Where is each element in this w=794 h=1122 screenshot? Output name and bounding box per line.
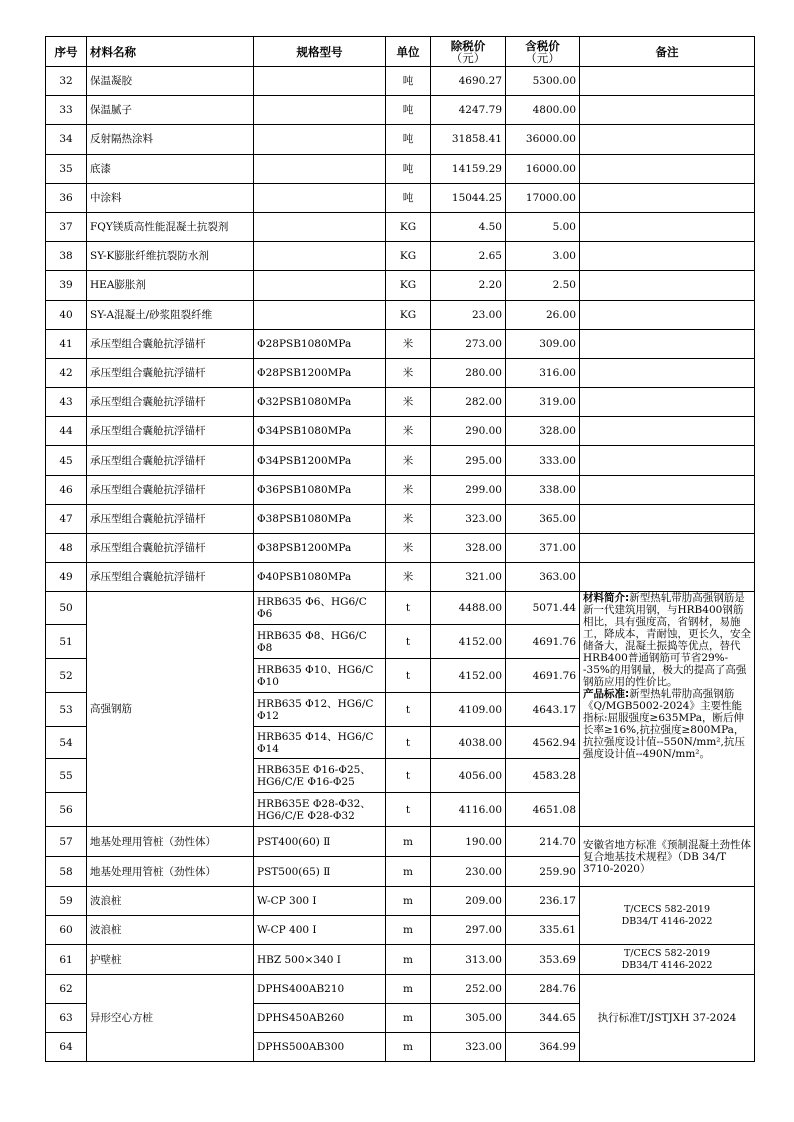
price-ex-tax: 2.65	[431, 242, 506, 271]
price-inc-tax: 328.00	[506, 417, 580, 446]
unit: 吨	[386, 154, 431, 183]
spec-model: DPHS450AB260	[254, 1004, 386, 1033]
header-unit: 单位	[386, 37, 431, 67]
remark	[580, 67, 755, 96]
remark	[580, 446, 755, 475]
price-ex-tax: 4152.00	[431, 625, 506, 659]
row-number: 43	[46, 388, 87, 417]
price-inc-tax: 353.69	[506, 945, 580, 975]
row-number: 44	[46, 417, 87, 446]
unit: 米	[386, 563, 431, 592]
remark	[580, 96, 755, 125]
price-inc-tax: 5071.44	[506, 592, 580, 625]
material-name: 承压型组合囊舱抗浮锚杆	[87, 563, 254, 592]
remark	[580, 125, 755, 154]
price-inc-tax: 259.90	[506, 857, 580, 887]
price-ex-tax: 2.20	[431, 271, 506, 300]
material-name: 承压型组合囊舱抗浮锚杆	[87, 329, 254, 358]
price-ex-tax: 4690.27	[431, 67, 506, 96]
price-inc-tax: 236.17	[506, 887, 580, 916]
spec-model: HRB635 Φ14、HG6/C Φ14	[254, 727, 386, 759]
unit: KG	[386, 300, 431, 329]
unit: 米	[386, 504, 431, 533]
price-inc-tax: 333.00	[506, 446, 580, 475]
remark	[580, 300, 755, 329]
price-inc-tax: 4651.08	[506, 793, 580, 827]
price-ex-tax: 14159.29	[431, 154, 506, 183]
standard-line: DB34/T 4146-2022	[621, 959, 713, 971]
price-ex-tax: 230.00	[431, 857, 506, 887]
row-number: 51	[46, 625, 87, 659]
header-remark: 备注	[580, 37, 755, 67]
spec-model	[254, 96, 386, 125]
unit: 吨	[386, 125, 431, 154]
remark	[580, 358, 755, 387]
table-row	[46, 446, 755, 475]
row-number: 40	[46, 300, 87, 329]
material-name: 承压型组合囊舱抗浮锚杆	[87, 417, 254, 446]
unit: t	[386, 727, 431, 759]
price-ex-tax: 4116.00	[431, 793, 506, 827]
price-ex-tax: 4.50	[431, 212, 506, 241]
row-number: 60	[46, 916, 87, 945]
spec-model	[254, 67, 386, 96]
row-number: 63	[46, 1004, 87, 1033]
price-inc-tax: 4800.00	[506, 96, 580, 125]
remark: 安徽省地方标准《预制混凝土劲性体复合地基技术规程》（DB 34/T 3710-2020）	[580, 827, 755, 887]
material-name: 地基处理用管桩（劲性体）	[87, 827, 254, 857]
price-ex-tax: 328.00	[431, 534, 506, 563]
material-name: 波浪桩	[87, 916, 254, 945]
standard-text: 新型热轧带肋高强钢筋《Q/MGB5002-2024》主要性能指标:屈服强度≥635MPa，断后伸长率≥16%,抗拉强度≥800MPa，抗拉强度设计值--550N/mm²,抗压强度设计值--490N/mm²。	[583, 688, 745, 761]
header-price-ex-tax: 除税价 （元）	[431, 37, 506, 67]
material-name: 保温凝胶	[87, 67, 254, 96]
price-ex-tax: 31858.41	[431, 125, 506, 154]
row-number: 41	[46, 329, 87, 358]
unit: KG	[386, 242, 431, 271]
row-number: 54	[46, 727, 87, 759]
unit: t	[386, 759, 431, 793]
price-ex-tax: 4056.00	[431, 759, 506, 793]
price-inc-tax: 316.00	[506, 358, 580, 387]
price-table	[45, 36, 755, 1062]
unit: 米	[386, 446, 431, 475]
standard-line: T/CECS 582-2019	[623, 947, 711, 959]
material-name: 底漆	[87, 154, 254, 183]
price-ex-tax: 273.00	[431, 329, 506, 358]
price-ex-tax: 280.00	[431, 358, 506, 387]
spec-model: HRB635E Φ16-Φ25、HG6/C/E Φ16-Φ25	[254, 759, 386, 793]
remark	[580, 563, 755, 592]
price-inc-tax: 4643.17	[506, 693, 580, 727]
remark	[580, 475, 755, 504]
price-ex-tax: 23.00	[431, 300, 506, 329]
spec-model: Φ36PSB1080MPa	[254, 475, 386, 504]
price-inc-tax: 17000.00	[506, 183, 580, 212]
price-inc-tax: 364.99	[506, 1033, 580, 1062]
table-row	[46, 125, 755, 154]
unit: t	[386, 592, 431, 625]
intro-text: 新型热轧带肋高强钢筋是新一代建筑用钢，与HRB400钢筋相比，具有强度高，省钢材，易施工，降成本，青耐蚀，更长久，安全储备大，混凝土振捣等优点，替代HRB400普通钢筋可节省29%--35%的用钢量，极大的提高了高强钢筋应用的性价比。	[583, 592, 751, 689]
spec-model: Φ28PSB1080MPa	[254, 329, 386, 358]
spec-model	[254, 300, 386, 329]
price-inc-tax: 4583.28	[506, 759, 580, 793]
unit: 米	[386, 534, 431, 563]
unit: m	[386, 887, 431, 916]
spec-model: W-CP 300 Ⅰ	[254, 887, 386, 916]
row-number: 57	[46, 827, 87, 857]
remark	[580, 212, 755, 241]
price-inc-tax: 4691.76	[506, 625, 580, 659]
intro-label: 材料简介:	[583, 592, 630, 605]
row-number: 49	[46, 563, 87, 592]
material-name: 中涂料	[87, 183, 254, 212]
unit: KG	[386, 212, 431, 241]
price-inc-tax: 26.00	[506, 300, 580, 329]
remark	[580, 417, 755, 446]
price-ex-tax: 190.00	[431, 827, 506, 857]
table-row	[46, 154, 755, 183]
unit: t	[386, 793, 431, 827]
remark	[580, 887, 755, 945]
price-inc-tax: 4691.76	[506, 659, 580, 693]
price-inc-tax: 371.00	[506, 534, 580, 563]
material-name: 护壁桩	[87, 945, 254, 975]
remark	[580, 504, 755, 533]
unit: m	[386, 916, 431, 945]
remark	[580, 945, 755, 975]
row-number: 47	[46, 504, 87, 533]
material-name: 保温腻子	[87, 96, 254, 125]
spec-model: Φ40PSB1080MPa	[254, 563, 386, 592]
row-number: 34	[46, 125, 87, 154]
unit: 米	[386, 475, 431, 504]
price-inc-tax: 214.70	[506, 827, 580, 857]
price-inc-tax: 4562.94	[506, 727, 580, 759]
row-number: 32	[46, 67, 87, 96]
price-ex-tax: 4109.00	[431, 693, 506, 727]
material-name: 承压型组合囊舱抗浮锚杆	[87, 388, 254, 417]
price-inc-tax: 5.00	[506, 212, 580, 241]
remark	[580, 271, 755, 300]
material-name: 波浪桩	[87, 887, 254, 916]
table-row	[46, 329, 755, 358]
material-name: 地基处理用管桩（劲性体）	[87, 857, 254, 887]
unit: 吨	[386, 96, 431, 125]
price-ex-tax: 282.00	[431, 388, 506, 417]
table-row	[46, 212, 755, 241]
spec-model	[254, 183, 386, 212]
remark	[580, 388, 755, 417]
spec-model	[254, 212, 386, 241]
table-row	[46, 417, 755, 446]
spec-model: HRB635 Φ12、HG6/C Φ12	[254, 693, 386, 727]
price-ex-tax: 305.00	[431, 1004, 506, 1033]
standard-line: T/CECS 582-2019	[623, 903, 711, 915]
material-name: 承压型组合囊舱抗浮锚杆	[87, 475, 254, 504]
unit: t	[386, 693, 431, 727]
row-number: 35	[46, 154, 87, 183]
price-inc-tax: 363.00	[506, 563, 580, 592]
price-inc-tax: 16000.00	[506, 154, 580, 183]
remark	[580, 183, 755, 212]
row-number: 37	[46, 212, 87, 241]
price-ex-tax: 297.00	[431, 916, 506, 945]
spec-model: DPHS500AB300	[254, 1033, 386, 1062]
price-inc-tax: 344.65	[506, 1004, 580, 1033]
header-name: 材料名称	[87, 37, 254, 67]
table-row	[46, 388, 755, 417]
spec-model: HRB635E Φ28-Φ32、HG6/C/E Φ28-Φ32	[254, 793, 386, 827]
spec-model: PST400(60) Ⅱ	[254, 827, 386, 857]
spec-model	[254, 125, 386, 154]
unit: 吨	[386, 67, 431, 96]
spec-model: Φ38PSB1200MPa	[254, 534, 386, 563]
unit: 米	[386, 417, 431, 446]
row-number: 42	[46, 358, 87, 387]
price-inc-tax: 2.50	[506, 271, 580, 300]
material-name: 反射隔热涂料	[87, 125, 254, 154]
table-row	[46, 563, 755, 592]
table-row	[46, 96, 755, 125]
unit: 吨	[386, 183, 431, 212]
spec-model: PST500(65) Ⅱ	[254, 857, 386, 887]
table-row	[46, 534, 755, 563]
material-name: 高强钢筋	[87, 592, 254, 827]
material-name: FQY镁质高性能混凝土抗裂剂	[87, 212, 254, 241]
price-ex-tax: 321.00	[431, 563, 506, 592]
price-inc-tax: 36000.00	[506, 125, 580, 154]
row-number: 48	[46, 534, 87, 563]
header-spec: 规格型号	[254, 37, 386, 67]
remark: 执行标准T/JSTJXH 37-2024	[580, 975, 755, 1062]
spec-model: Φ28PSB1200MPa	[254, 358, 386, 387]
unit: 米	[386, 329, 431, 358]
header-price-inc-tax: 含税价 （元）	[506, 37, 580, 67]
remark	[580, 534, 755, 563]
price-inc-tax: 5300.00	[506, 67, 580, 96]
rebar-notes	[580, 592, 755, 827]
row-number: 53	[46, 693, 87, 727]
table-row	[46, 827, 755, 857]
unit: 米	[386, 358, 431, 387]
table-row	[46, 887, 755, 916]
price-ex-tax: 209.00	[431, 887, 506, 916]
spec-model: DPHS400AB210	[254, 975, 386, 1004]
table-row	[46, 475, 755, 504]
table-row	[46, 358, 755, 387]
unit: 米	[386, 388, 431, 417]
price-ex-tax: 299.00	[431, 475, 506, 504]
table-row	[46, 67, 755, 96]
price-ex-tax: 252.00	[431, 975, 506, 1004]
table-body	[46, 67, 755, 1062]
remark	[580, 242, 755, 271]
material-name: SY-A混凝土/砂浆阻裂纤维	[87, 300, 254, 329]
price-inc-tax: 338.00	[506, 475, 580, 504]
spec-model: Φ34PSB1080MPa	[254, 417, 386, 446]
unit: t	[386, 659, 431, 693]
unit: t	[386, 625, 431, 659]
price-inc-tax: 3.00	[506, 242, 580, 271]
spec-model: Φ32PSB1080MPa	[254, 388, 386, 417]
table-row	[46, 271, 755, 300]
price-inc-tax: 335.61	[506, 916, 580, 945]
material-name: 异形空心方桩	[87, 975, 254, 1062]
spec-model: HRB635 Φ10、HG6/C Φ10	[254, 659, 386, 693]
price-ex-tax: 295.00	[431, 446, 506, 475]
spec-model: HRB635 Φ6、HG6/C Φ6	[254, 592, 386, 625]
spec-model	[254, 271, 386, 300]
row-number: 46	[46, 475, 87, 504]
remark	[580, 329, 755, 358]
material-name: HEA膨胀剂	[87, 271, 254, 300]
price-inc-tax: 319.00	[506, 388, 580, 417]
unit: KG	[386, 271, 431, 300]
material-name: 承压型组合囊舱抗浮锚杆	[87, 446, 254, 475]
price-ex-tax: 4488.00	[431, 592, 506, 625]
standard-line: DB34/T 4146-2022	[621, 915, 713, 927]
row-number: 59	[46, 887, 87, 916]
spec-model: HRB635 Φ8、HG6/C Φ8	[254, 625, 386, 659]
row-number: 64	[46, 1033, 87, 1062]
row-number: 55	[46, 759, 87, 793]
row-number: 62	[46, 975, 87, 1004]
row-number: 52	[46, 659, 87, 693]
header-row	[46, 37, 755, 67]
remark	[580, 154, 755, 183]
row-number: 39	[46, 271, 87, 300]
header-no: 序号	[46, 37, 87, 67]
spec-model: Φ38PSB1080MPa	[254, 504, 386, 533]
price-ex-tax: 4038.00	[431, 727, 506, 759]
material-name: SY-K膨胀纤维抗裂防水剂	[87, 242, 254, 271]
price-inc-tax: 284.76	[506, 975, 580, 1004]
price-ex-tax: 290.00	[431, 417, 506, 446]
spec-model	[254, 154, 386, 183]
unit: m	[386, 1004, 431, 1033]
spec-model: Φ34PSB1200MPa	[254, 446, 386, 475]
row-number: 58	[46, 857, 87, 887]
table-row	[46, 945, 755, 975]
table-row	[46, 592, 755, 625]
price-ex-tax: 323.00	[431, 504, 506, 533]
table-row	[46, 300, 755, 329]
row-number: 33	[46, 96, 87, 125]
row-number: 56	[46, 793, 87, 827]
standard-label: 产品标准:	[583, 688, 630, 701]
table-row	[46, 504, 755, 533]
table-row	[46, 975, 755, 1004]
material-name: 承压型组合囊舱抗浮锚杆	[87, 358, 254, 387]
price-inc-tax: 365.00	[506, 504, 580, 533]
price-inc-tax: 309.00	[506, 329, 580, 358]
material-name: 承压型组合囊舱抗浮锚杆	[87, 534, 254, 563]
price-ex-tax: 4152.00	[431, 659, 506, 693]
unit: m	[386, 975, 431, 1004]
table-row	[46, 242, 755, 271]
unit: m	[386, 827, 431, 857]
price-ex-tax: 15044.25	[431, 183, 506, 212]
row-number: 36	[46, 183, 87, 212]
row-number: 50	[46, 592, 87, 625]
table-row	[46, 183, 755, 212]
unit: m	[386, 945, 431, 975]
price-ex-tax: 313.00	[431, 945, 506, 975]
row-number: 45	[46, 446, 87, 475]
row-number: 38	[46, 242, 87, 271]
spec-model: HBZ 500×340 Ⅰ	[254, 945, 386, 975]
price-ex-tax: 323.00	[431, 1033, 506, 1062]
spec-model	[254, 242, 386, 271]
price-ex-tax: 4247.79	[431, 96, 506, 125]
row-number: 61	[46, 945, 87, 975]
unit: m	[386, 857, 431, 887]
spec-model: W-CP 400 Ⅰ	[254, 916, 386, 945]
unit: m	[386, 1033, 431, 1062]
material-name: 承压型组合囊舱抗浮锚杆	[87, 504, 254, 533]
